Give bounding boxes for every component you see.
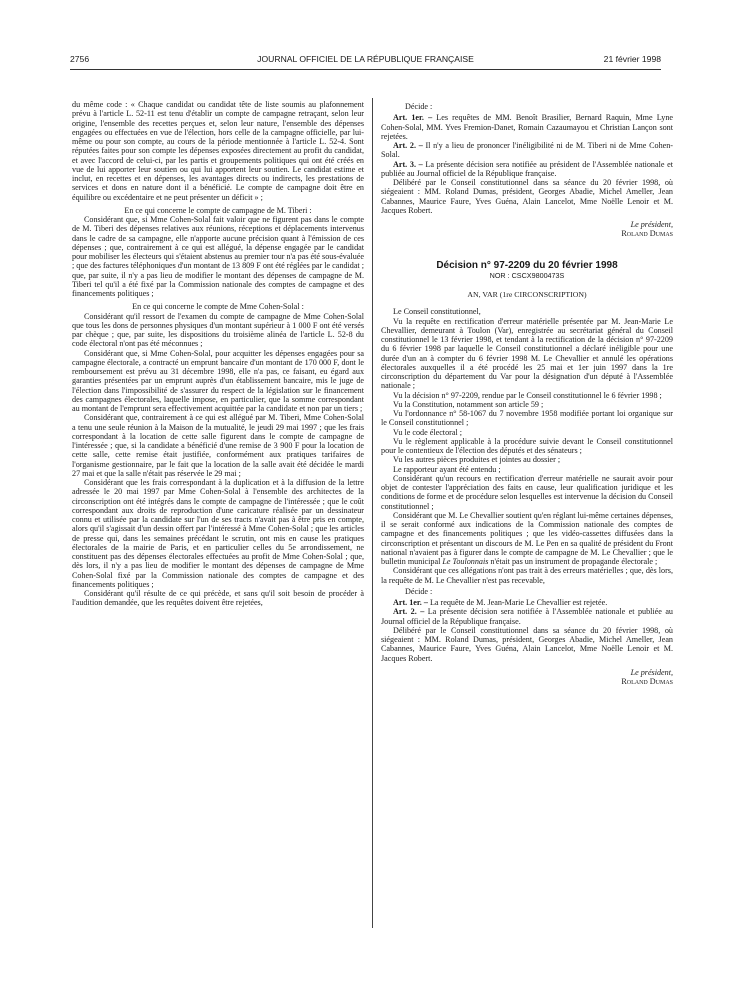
article-label: Art. 1er. – <box>393 598 428 607</box>
paragraph: Considérant que, si Mme Cohen-Solal fait valoir que ne figurent pas dans le compte de M. Tiberi des dépenses relatives aux réunions, réceptions et déplacements intervenus dans le cadre de sa campagne, elle n'apporte aucune précision quant à l'émission de ces dépenses ; que, contrairement à ce qui est allégué, la dépense engagée par le candidat pour mobiliser les électeurs qui s'étaient abstenus au premier tour n'a pas été sous-évaluée ; que des factures téléphoniques d'un montant de 13 809 F ont été réglées par le candidat ; que, par suite, il n'y a pas lieu de modifier le montant des dépenses de campagne de M. Tiberi tel qu'il a été fixé par la Commission nationale des comptes de campagne et des financements politiques ; <box>72 215 364 298</box>
article-1 <box>381 598 673 607</box>
decide-heading: Décide : <box>405 102 433 111</box>
paragraph: Considérant que les frais correspondant à la duplication et à la diffusion de la lettre adressée le 20 mai 1997 par Mme Cohen-Solal à l'ensemble des architectes de la circonscription ont été intégrés dans le compte de campagne de l'intéressée ; que le coût correspondant aux droits de reproduction d'une caricature réalisée par un dessinateur connu et utilisée par la candidate sur l'un de ses tracts n'avait pas à être pris en compte, alors qu'il s'agissait d'un dessin offert par l'intéressé à Mme Cohen-Solal ; que les articles de presse qui, dans les semaines précédant le scrutin, ont mis en cause les pratiques électorales de la mairie de Paris, et en particulier celles du 5e arrondissement, ne constituent pas des dépenses électorales effectuées au profit de Mme Cohen-Solal ; que, dès lors, il n'y a pas lieu de modifier le montant des dépenses de campagne de Mme Cohen-Solal fixé par la Commission nationale des comptes de campagne et des financements politiques ; <box>72 478 364 589</box>
page-number: 2756 <box>70 54 90 64</box>
paragraph <box>381 511 673 567</box>
issue-date: 21 février 1998 <box>603 54 661 64</box>
paragraph: Vu la décision n° 97-2209, rendue par le Conseil constitutionnel le 6 février 1998 ; <box>393 390 662 400</box>
paragraph: Considérant que ces allégations n'ont pas trait à des erreurs matérielles ; que, dès lors, la requête de M. Le Chevallier n'est pas recevable, <box>381 566 673 585</box>
section-heading: En ce qui concerne le compte de campagne de M. Tiberi : <box>124 205 312 215</box>
signature-name: Roland Dumas <box>621 229 673 239</box>
paragraph: Vu la Constitution, notamment son article 59 ; <box>393 399 544 409</box>
deliberation: Délibéré par le Conseil constitutionnel dans sa séance du 20 février 1998, où siégeaient : MM. Roland Dumas, président, Georges Abadie, Michel Ameller, Jean Cabannes, Maurice Faure, Yves Guéna, Alain Lancelot, Mme Noëlle Lenoir et M. Jacques Robert. <box>381 625 673 663</box>
decision-nor: NOR : CSCX9800473S <box>489 270 565 280</box>
paragraph: Vu les autres pièces produites et jointes au dossier ; <box>393 455 561 465</box>
paragraph: Considérant que, contrairement à ce qui est allégué par M. Tiberi, Mme Cohen-Solal a tenu une seule réunion à la Maison de la mutualité, le jeudi 29 mai 1997 ; que les frais correspondant à la location de cette salle figurent dans le compte de campagne de l'intéressée ; que, si la candidate a bénéficié d'une remise de 3 900 F pour la location de cette salle, cette remise était justifiée, conformément aux pratiques tarifaires de l'organisme gestionnaire, par le fait que la location de la salle avait été décidée le mardi 27 mai et que la salle n'était pas réservée le 29 mai ; <box>72 413 364 478</box>
paragraph: Considérant que, si Mme Cohen-Solal, pour acquitter les dépenses engagées pour sa campagne électorale, a contracté un emprunt bancaire d'un montant de 170 000 F, dont le remboursement est prévu au 31 décembre 1998, elle n'a pas, ce faisant, eu égard aux garanties présentées par un emprunt auprès d'un établissement bancaire, mis le juge de l'élection dans l'impossibilité de s'assurer du respect de la législation sur le financement des campagnes électorales, laquelle impose, en particulier, que la somme correspondant au montant de l'emprunt sera effectivement acquittée par la candidate et non par un tiers ; <box>72 348 364 413</box>
paragraph: du même code : « Chaque candidat ou candidat tête de liste soumis au plafonnement prévu à l'article L. 52-11 est tenu d'établir un compte de campagne retraçant, selon leur origine, l'ensemble des recettes perçues et, selon leur nature, l'ensemble des dépenses engagées ou effectuées en vue de l'élection, hors celle de la campagne officielle, par lui-même ou pour son compte, au cours de la période mentionnée à l'article L. 52-4. Sont réputées faites pour son compte les dépenses exposées directement au profit du candidat, et avec l'accord de celui-ci, par les partis et groupements politiques qui ont été créés en vue de lui apporter leur soutien ou qui lui apportent leur soutien. Le candidat estime et inclut, en recettes et en dépenses, les avantages directs ou indirects, les prestations de services et dons en nature dont il a bénéficié. Le compte de campagne doit être en équilibre ou excédentaire et ne peut présenter un déficit » ; <box>72 100 364 202</box>
paragraph: Vu le règlement applicable à la procédure suivie devant le Conseil constitutionnel pour le contentieux de l'élection des députés et des sénateurs ; <box>381 436 673 455</box>
article-label: Art. 3. – <box>393 159 423 169</box>
journal-title: JOURNAL OFFICIEL DE LA RÉPUBLIQUE FRANÇAISE <box>257 54 474 64</box>
bulletin-name: Le Toulonnais <box>442 557 489 566</box>
paragraph: Considérant qu'il ressort de l'examen du compte de campagne de Mme Cohen-Solal que tous les dons de personnes physiques d'un montant supérieur à 1 000 F ont été versés par chèque ; que, par suite, les dispositions du troisième alinéa de l'article L. 52-8 du code électoral n'ont pas été méconnues ; <box>72 311 364 349</box>
article-text: La requête de M. Jean-Marie Le Chevallier est rejetée. <box>429 598 608 607</box>
text-run: n'était pas un instrument de propagande électorale ; <box>488 557 658 566</box>
article-2 <box>381 141 673 160</box>
article-1 <box>381 113 673 141</box>
signature-title: Le président, <box>630 220 673 229</box>
text-run: Considérant que M. Le Chevallier soutient qu'en réglant lui-même certaines dépenses, il se serait conformé aux indications de la Commission nationale des comptes de campagne et des financements politiques ; que les vidéo-cassettes diffusées dans la circonscription et présentant un discours de M. Le Pen en sa qualité de président du Front national n'avaient pas à figurer dans le compte de campagne de M. Le Chevallier ; que le bulletin municipal <box>381 510 673 566</box>
section-heading: En ce qui concerne le compte de Mme Cohen-Solal : <box>132 302 304 312</box>
left-column <box>72 100 364 608</box>
signature-name: Roland Dumas <box>621 677 673 686</box>
article-2 <box>381 607 673 626</box>
page-header <box>70 54 661 68</box>
paragraph: Le Conseil constitutionnel, <box>393 307 481 317</box>
deliberation: Délibéré par le Conseil constitutionnel dans sa séance du 20 février 1998, où siégeaient : MM. Roland Dumas, président, Georges Abadie, Michel Ameller, Jean Cabannes, Maurice Faure, Yves Guéna, Alain Lancelot, Mme Noëlle Lenoir et M. Jacques Robert. <box>381 178 673 215</box>
paragraph: Vu l'ordonnance n° 58-1067 du 7 novembre 1958 modifiée portant loi organique sur le Conseil constitutionnel ; <box>381 409 673 428</box>
decision-title: Décision n° 97-2209 du 20 février 1998 <box>436 259 618 271</box>
article-label: Art. 2. – <box>393 141 423 150</box>
paragraph: Vu la requête en rectification d'erreur matérielle présentée par M. Jean-Marie Le Chevallier, demeurant à Toulon (Var), enregistrée au secrétariat général du Conseil constitutionnel le 13 février 1998, et tendant à la rectification de la décision n° 97-2209 du 6 février 1998 par laquelle le Conseil constitutionnel a déclaré inéligible pour une durée d'un an à compter du 6 février 1998 M. Le Chevallier et annulé les opérations électorales auxquelles il a été procédé les 25 mai et 1er juin 1997 dans la 1re circonscription du département du Var pour la désignation d'un député à l'Assemblée nationale ; <box>381 316 673 391</box>
paragraph: Vu le code électoral ; <box>393 427 462 437</box>
paragraph: Considérant qu'il résulte de ce qui précède, et sans qu'il soit besoin de procéder à l'audition demandée, que les requêtes doivent être rejetées, <box>72 589 364 608</box>
paragraph: Considérant qu'un recours en rectification d'erreur matérielle ne saurait avoir pour objet de contester l'appréciation des faits en cause, leur qualification juridique et les conditions de forme et de procédure selon lesquelles est intervenue la décision du Conseil constitutionnel ; <box>381 473 673 511</box>
article-label: Art. 2. – <box>393 607 425 617</box>
decide-heading: Décide : <box>405 586 433 596</box>
signature-title: Le président, <box>630 667 673 677</box>
article-label: Art. 1er. – <box>393 113 433 123</box>
header-rule <box>70 69 661 70</box>
article-text: La présente décision sera notifiée au président de l'Assemblée nationale et publiée au Journal officiel de la République française. <box>381 159 673 178</box>
right-column <box>381 100 673 686</box>
article-text: Les requêtes de MM. Benoît Brasilier, Bernard Raquin, Mme Lyne Cohen-Solal, MM. Yves Fremion-Danet, Romain Cazaumayou et Christian Lançon sont rejetées. <box>381 113 673 141</box>
article-text: La présente décision sera notifiée à l'Assemblée nationale et publiée au Journal officiel de la République française. <box>381 607 673 626</box>
article-text: Il n'y a lieu de prononcer l'inéligibilité ni de M. Tiberi ni de Mme Cohen-Solal. <box>381 141 674 160</box>
decision-subtitle: AN, VAR (1re CIRCONSCRIPTION) <box>467 290 587 299</box>
column-separator <box>372 98 373 928</box>
paragraph: Le rapporteur ayant été entendu ; <box>393 464 501 474</box>
article-3 <box>381 160 673 179</box>
